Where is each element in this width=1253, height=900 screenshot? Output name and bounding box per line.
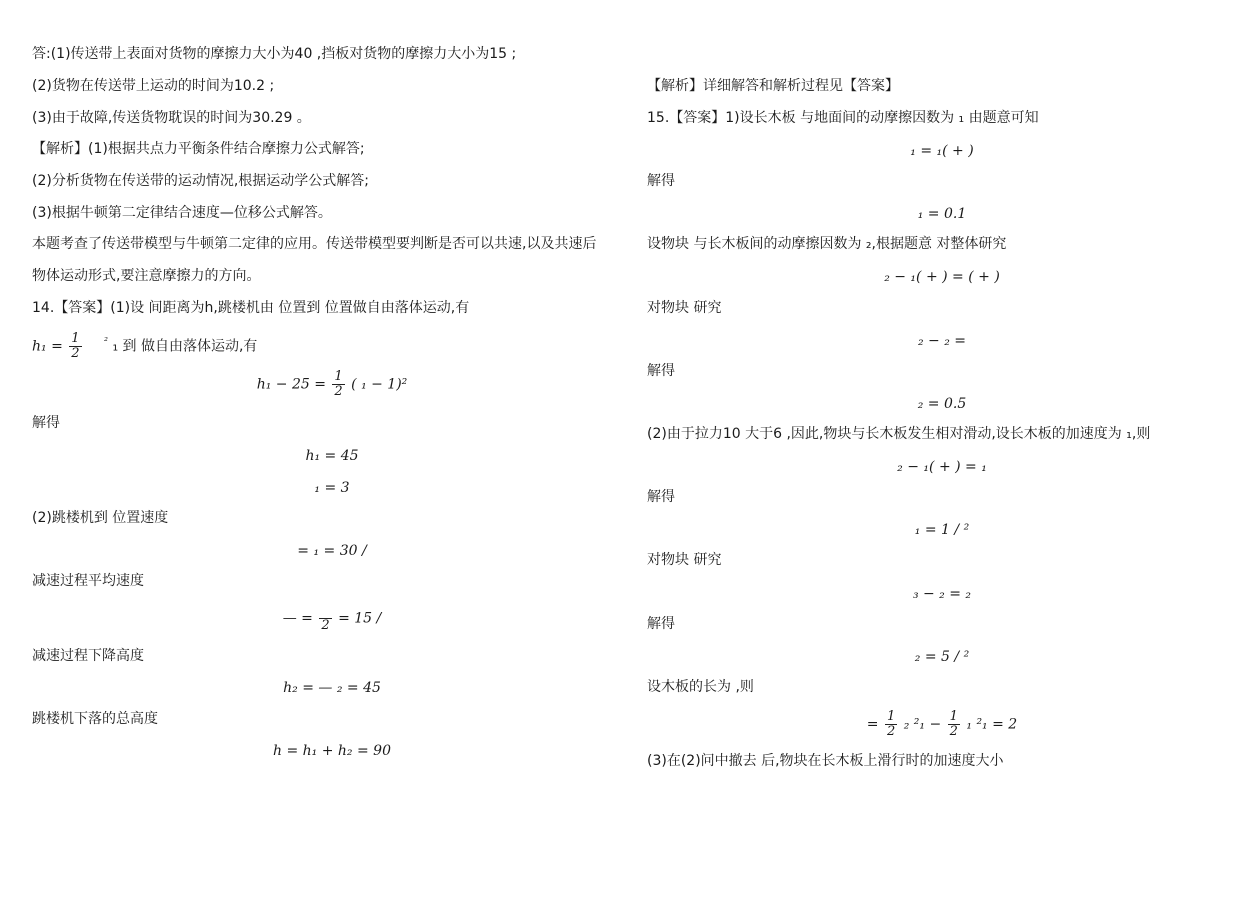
- equation-r3: ₂ − ₁( + ) = ( + ): [884, 269, 1000, 285]
- comment-line-1: 本题考查了传送带模型与牛顿第二定律的应用。传送带模型要判断是否可以共速,以及共速后: [32, 236, 597, 252]
- friction-setup: 设物块 与长木板间的动摩擦因数为 ₂,根据题意 对整体研究: [647, 236, 1007, 252]
- block-analysis-label: 对物块 研究: [647, 552, 722, 568]
- equation-1: h₁ − 25 = $\frac{1}{2}$ ( ₁ − 1)²: [256, 369, 408, 399]
- solve-label: 解得: [647, 363, 675, 379]
- equation-2: h₁ = 45: [305, 448, 359, 464]
- board-length-label: 设木板的长为 ,则: [647, 679, 754, 695]
- equation-r5: ₂ = 0.5: [917, 396, 967, 412]
- comment-line-2: 物体运动形式,要注意摩擦力的方向。: [32, 268, 261, 284]
- solve-label: 解得: [647, 489, 675, 505]
- equation-r1: ₁ = ₁( + ): [910, 143, 974, 159]
- equation-3: ₁ = 3: [314, 480, 350, 496]
- fraction: $\frac{1}{2}$: [334, 369, 343, 399]
- total-height-label: 跳楼机下落的总高度: [32, 711, 158, 727]
- equation-r7: ₁ = 1 / ²: [914, 522, 970, 538]
- equation-4: = ₁ = 30 /: [297, 543, 367, 559]
- equation-5: — = 2 = 15 /: [32, 604, 632, 633]
- analysis-13-part2: (2)分析货物在传送带的运动情况,根据运动学公式解答;: [32, 173, 369, 189]
- analysis-14: 【解析】详细解答和解析过程见【答案】: [647, 78, 899, 94]
- equation-r6: ₂ − ₁( + ) = ₁: [897, 459, 987, 475]
- fraction: $\frac{1}{2}$: [886, 709, 896, 739]
- solve-label: 解得: [647, 616, 675, 632]
- average-speed-label: 减速过程平均速度: [32, 573, 144, 589]
- equation-6: h₂ = — ₂ = 45: [283, 680, 381, 696]
- analysis-13-part1: 【解析】(1)根据共点力平衡条件结合摩擦力公式解答;: [32, 141, 365, 157]
- equation-r8: ₃ − ₂ = ₂: [912, 586, 972, 602]
- descent-height-label: 减速过程下降高度: [32, 648, 144, 664]
- fraction: $\frac{1}{2}$: [949, 709, 958, 739]
- equation-r10: = $\frac{1}{2}$ ₂ ²₁ − $\frac{1}{2}$ ₁ ²₁ = 2: [866, 709, 1018, 739]
- equation-r4: ₂ − ₂ =: [917, 333, 967, 349]
- equation-r9: ₂ = 5 / ²: [914, 649, 970, 665]
- answer-15-part2: (2)由于拉力10 大于6 ,因此,物块与长木板发生相对滑动,设长木板的加速度为 ₁,则: [647, 426, 1151, 442]
- equation-7: h = h₁ + h₂ = 90: [273, 743, 391, 759]
- equation-r2: ₁ = 0.1: [917, 206, 967, 222]
- answer-13-part2: (2)货物在传送带上运动的时间为10.2 ;: [32, 78, 275, 94]
- answer-13-part3: (3)由于故障,传送货物耽误的时间为30.29 。: [32, 110, 311, 126]
- solve-label: 解得: [32, 415, 60, 431]
- answer-13-summary: 答:(1)传送带上表面对货物的摩擦力大小为40 ,挡板对货物的摩擦力大小为15 ;: [32, 46, 517, 62]
- answer-15-part3: (3)在(2)问中撤去 后,物块在长木板上滑行时的加速度大小: [647, 753, 1004, 769]
- answer-14-intro: 14.【答案】(1)设 间距离为h,跳楼机由 位置到 位置做自由落体运动,有: [32, 300, 470, 316]
- fraction: 2: [319, 604, 331, 633]
- solve-label: 解得: [647, 173, 675, 189]
- block-analysis-label: 对物块 研究: [647, 300, 722, 316]
- answer-15-intro: 15.【答案】1)设长木板 与地面间的动摩擦因数为 ₁ 由题意可知: [647, 110, 1039, 126]
- equation-free-fall: h₁ = $\frac{1}{2}$ $^{^2}$ ₁ 到 做自由落体运动,有: [32, 331, 258, 361]
- answer-14-part2: (2)跳楼机到 位置速度: [32, 510, 169, 526]
- analysis-13-part3: (3)根据牛顿第二定律结合速度—位移公式解答。: [32, 205, 332, 221]
- fraction: $\frac{1}{2}$: [71, 331, 80, 361]
